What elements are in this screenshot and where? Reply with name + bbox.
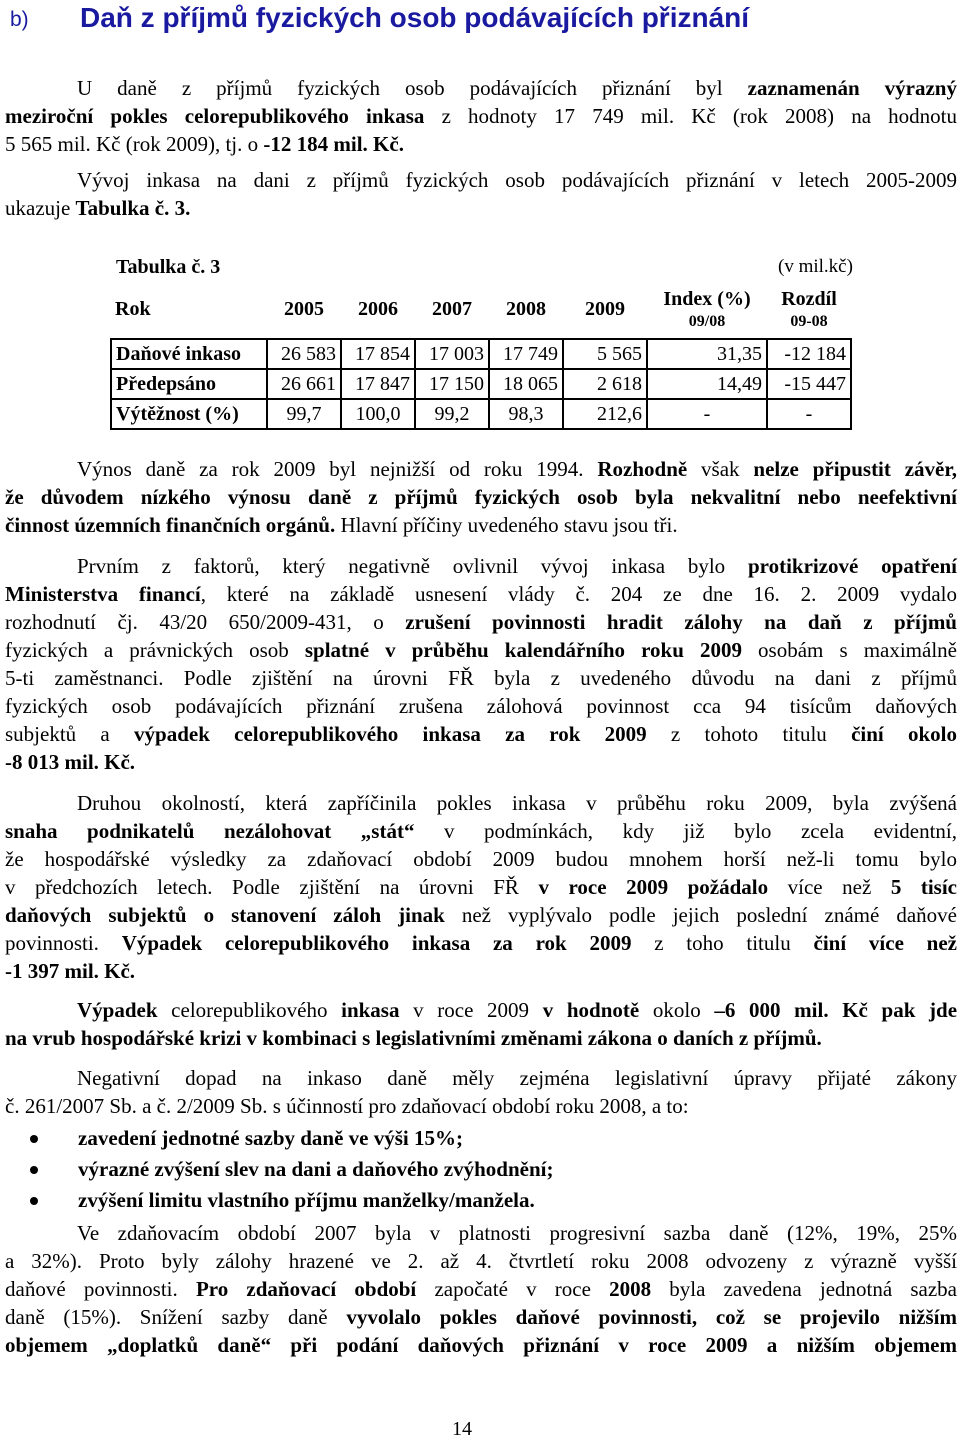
table-row	[111, 399, 851, 429]
paragraph-legislation: Negativní dopad na inkaso daně měly zejména legislativní úpravy přijaté zákony č. 261/2007 Sb. a č. 2/2009 Sb. s účinností pro zdaňovací období roku 2008, a to:	[5, 1066, 957, 1118]
table-cell: 17 003	[415, 339, 489, 369]
paragraph-factor-one: Prvním z faktorů, který negativně ovlivnil vývoj inkasa bylo protikrizové opatření Ministerstva financí, které na základě usnesení vlády č. 204 ze dne 16. 2. 2009 vydalo rozhodnutí čj. 43/20 650/2009-431, o zrušení povinnosti hradit zálohy na daň z příjmů fyzických a právnických osob splatné v průběhu kalendářního roku 2009 osobám s maximálně 5-ti zaměstnanci. Podle zjištění na úrovni FŘ byla z uvedeného důvodu na dani z příjmů fyzických osob podávajících přiznání zrušena zálohová povinnost cca 94 tisícům daňových subjektů a výpadek celorepublikového inkasa za rok 2009 z tohoto titulu činí okolo -8 013 mil. Kč.	[5, 554, 958, 774]
table-caption: Tabulka č. 3	[116, 256, 221, 278]
legislation-changes-list	[30, 1123, 930, 1216]
header-diff: Rozdíl 09-08	[781, 288, 837, 330]
table-cell: 99,2	[415, 399, 489, 429]
table-cell: 5 565	[563, 339, 647, 369]
header-year: 2006	[358, 297, 398, 320]
table-cell: 2 618	[563, 369, 647, 399]
header-index: Index (%) 09/08	[663, 288, 751, 330]
table-unit: (v mil.kč)	[778, 256, 853, 277]
list-item: zavedení jednotné sazby daně ve výši 15%;	[30, 1123, 930, 1154]
table-row	[111, 339, 851, 369]
row-label: Výtěžnost (%)	[111, 399, 267, 429]
paragraph-table-ref: Vývoj inkasa na dani z příjmů fyzických osob podávajících přiznání v letech 2005-2009 ukazuje Tabulka č. 3.	[5, 168, 957, 220]
table-cell: 31,35	[647, 339, 767, 369]
table-cell: 17 150	[415, 369, 489, 399]
paragraph-shortfall: Výpadek celorepublikového inkasa v roce 2009 v hodnotě okolo –6 000 mil. Kč pak jde na vrub hospodářské krizi v kombinaci s legislativními změnami zákona o daních z příjmů.	[5, 998, 958, 1050]
bullet-icon	[30, 1197, 38, 1205]
bullet-icon	[30, 1135, 38, 1143]
header-year: 2007	[432, 297, 472, 320]
table-cell: 17 847	[341, 369, 415, 399]
page-number: 14	[452, 1418, 472, 1440]
table-cell: 18 065	[489, 369, 563, 399]
header-year: 2008	[506, 297, 546, 320]
list-item: zvýšení limitu vlastního příjmu manželky/manžela.	[30, 1185, 930, 1216]
table-cell: -12 184	[767, 339, 851, 369]
bullet-icon	[30, 1166, 38, 1174]
table-header-row	[111, 280, 851, 339]
section-title: Daň z příjmů fyzických osob podávajících přiznání	[80, 2, 750, 33]
header-year: 2005	[284, 297, 324, 320]
table-cell: -	[767, 399, 851, 429]
header-year: 2009	[585, 297, 625, 320]
income-tax-table	[110, 280, 852, 430]
list-item: výrazné zvýšení slev na dani a daňového zvýhodnění;	[30, 1154, 930, 1185]
table-cell: 98,3	[489, 399, 563, 429]
header-rok: Rok	[115, 297, 151, 320]
section-heading	[10, 2, 950, 38]
table-cell: -	[647, 399, 767, 429]
row-label: Předepsáno	[111, 369, 267, 399]
table-cell: 100,0	[341, 399, 415, 429]
table-cell: 26 661	[267, 369, 341, 399]
table-cell: 14,49	[647, 369, 767, 399]
table-cell: 212,6	[563, 399, 647, 429]
section-letter: b)	[10, 8, 29, 31]
paragraph-rates: Ve zdaňovacím období 2007 byla v platnosti progresivní sazba daně (12%, 19%, 25% a 32%). Proto byly zálohy hrazené ve 2. až 4. čtvrtletí roku 2008 odvozeny z výrazně vyšší daňové povinnosti. Pro zdaňovací období započaté v roce 2008 byla zavedena jednotná sazba daně (15%). Snížení sazby daně vyvolalo pokles daňové povinnosti, což se projevilo nižším objemem „doplatků daně“ při podání daňových přiznání v roce 2009 a nižším objemem	[5, 1221, 957, 1357]
table-row	[111, 369, 851, 399]
table-cell: 99,7	[267, 399, 341, 429]
table-cell: -15 447	[767, 369, 851, 399]
table-cell: 26 583	[267, 339, 341, 369]
row-label: Daňové inkaso	[111, 339, 267, 369]
paragraph-intro: U daně z příjmů fyzických osob podávajících přiznání byl zaznamenán výrazný meziroční pokles celorepublikového inkasa z hodnoty 17 749 mil. Kč (rok 2008) na hodnotu 5 565 mil. Kč (rok 2009), tj. o -12 184 mil. Kč.	[5, 76, 958, 156]
paragraph-factor-two: Druhou okolností, která zapříčinila pokles inkasa v průběhu roku 2009, byla zvýšená snaha podnikatelů nezálohovat „stát“ v podmínkách, kdy již bylo zcela evidentní, že hospodářské výsledky za zdaňovací období 2009 budou mnohem horší než-li tomu bylo v předchozích letech. Podle zjištění na úrovni FŘ v roce 2009 požádalo více než 5 tisíc daňových subjektů o stanovení záloh jinak než vyplývalo podle jejich poslední známé daňové povinnosti. Výpadek celorepublikového inkasa za rok 2009 z toho titulu činí více než -1 397 mil. Kč.	[5, 791, 957, 983]
paragraph-yield: Výnos daně za rok 2009 byl nejnižší od roku 1994. Rozhodně však nelze připustit závěr, že důvodem nízkého výnosu daně z příjmů fyzických osob byla nekvalitní nebo neefektivní činnost územních finančních orgánů. Hlavní příčiny uvedeného stavu jsou tři.	[5, 457, 958, 537]
table-cell: 17 749	[489, 339, 563, 369]
table-cell: 17 854	[341, 339, 415, 369]
